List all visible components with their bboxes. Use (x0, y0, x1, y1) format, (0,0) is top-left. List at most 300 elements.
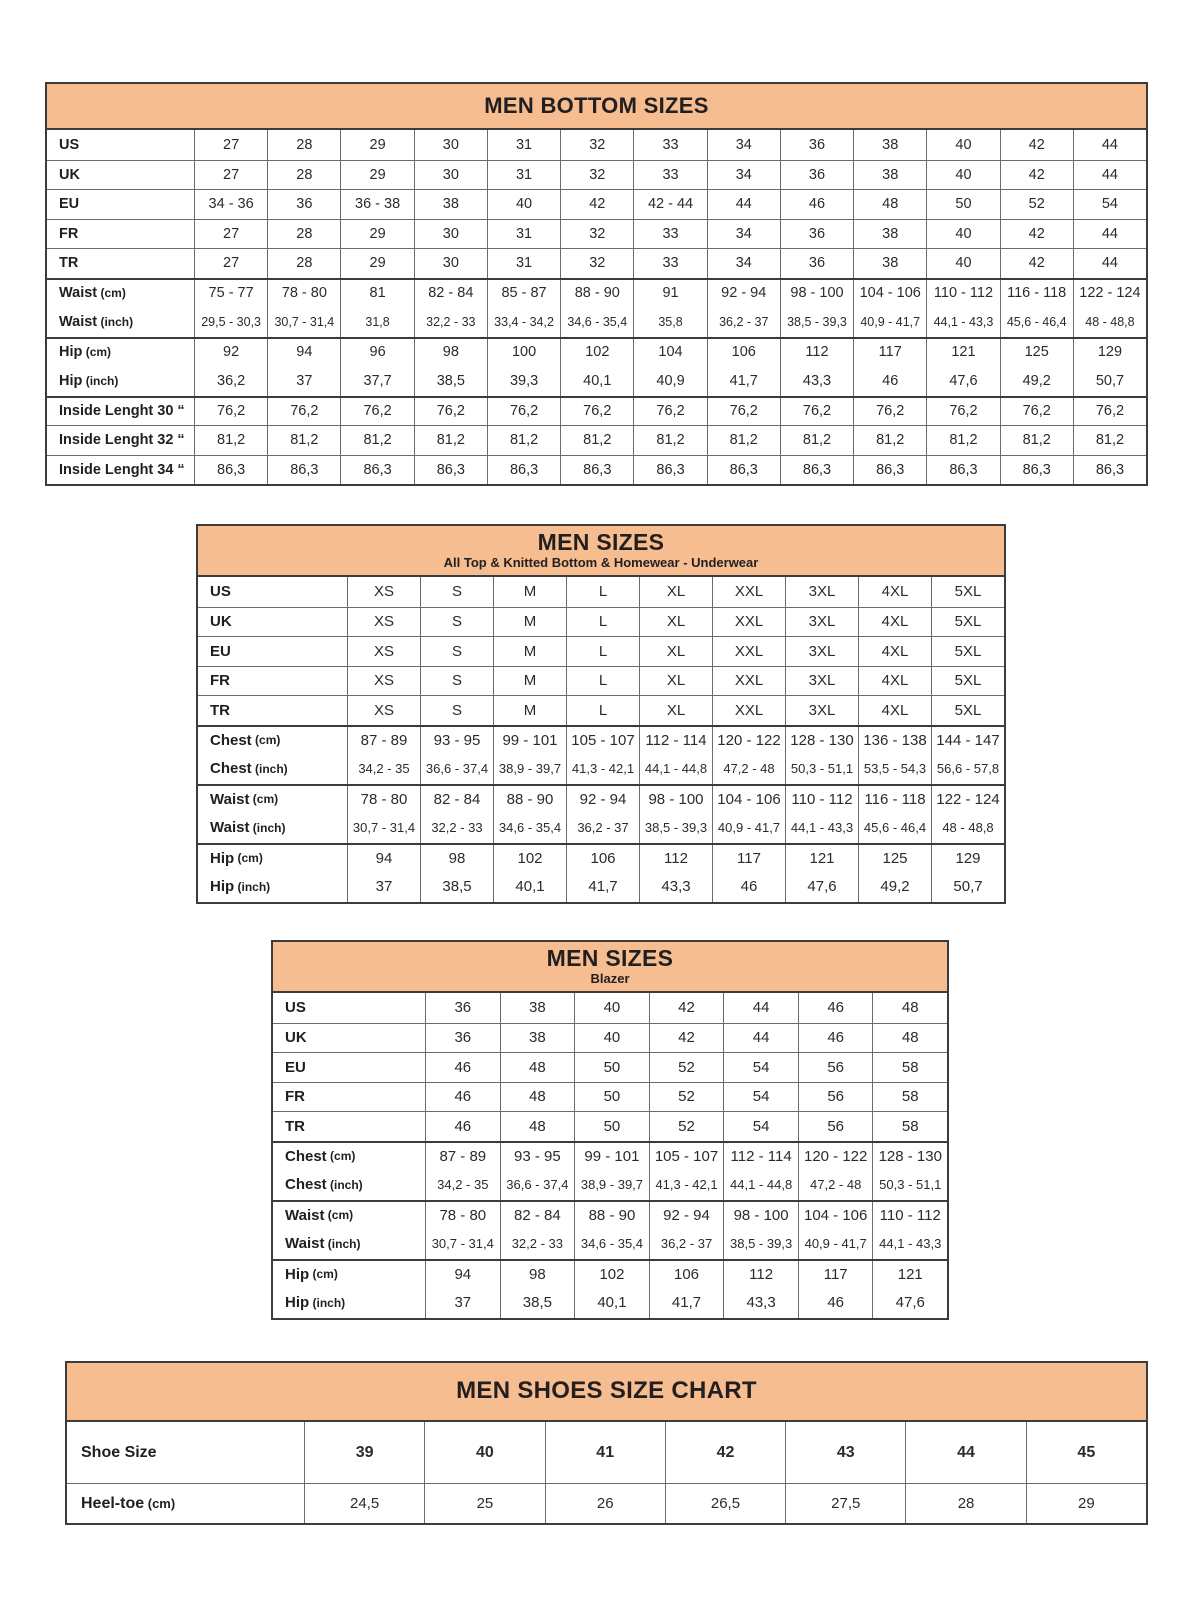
table-row (198, 695, 1004, 725)
value-cell: 112 (780, 339, 853, 367)
value-cell: 4XL (858, 696, 931, 725)
row-label-unit: (inch) (249, 820, 286, 835)
value-cell: 36 (780, 220, 853, 249)
value-cell: 44 (723, 1024, 798, 1053)
table-row (273, 1052, 947, 1082)
row-label-text: FR (285, 1088, 305, 1106)
value-cell: 76,2 (1000, 398, 1073, 426)
row-label-text: FR (59, 225, 79, 242)
row-label (198, 667, 347, 696)
value-cell: L (566, 667, 639, 696)
value-cell: 44 (905, 1422, 1025, 1483)
value-cell: 32 (560, 220, 633, 249)
table-row (47, 160, 1146, 190)
value-cell: 36,2 (194, 366, 267, 396)
value-cell: 30 (414, 161, 487, 190)
row-label-text: Inside Lenght 34 “ (59, 461, 185, 478)
value-cell: 76,2 (780, 398, 853, 426)
value-cell: 48 (872, 993, 947, 1023)
value-cell: 24,5 (304, 1484, 424, 1523)
value-cell: 40 (926, 130, 999, 160)
table-row (273, 1229, 947, 1259)
value-cell: L (566, 637, 639, 666)
value-cell: 3XL (785, 637, 858, 666)
value-cell: 98 (500, 1261, 575, 1289)
value-cell: 33,4 - 34,2 (487, 307, 560, 337)
value-cell: 42 (649, 993, 724, 1023)
value-cell: 58 (872, 1112, 947, 1141)
value-cell: 34,6 - 35,4 (560, 307, 633, 337)
value-cell: 32,2 - 33 (500, 1229, 575, 1259)
table-row (47, 396, 1146, 426)
row-label-text: EU (285, 1058, 306, 1076)
value-cell: 104 (633, 339, 706, 367)
value-cell: 52 (649, 1112, 724, 1141)
value-cell: 81,2 (780, 426, 853, 455)
value-cell: 36 (425, 993, 500, 1023)
table-row (198, 754, 1004, 784)
value-cell: 44 (1073, 220, 1146, 249)
value-cell: 29 (340, 130, 413, 160)
value-cell: 30,7 - 31,4 (425, 1229, 500, 1259)
value-cell: 46 (425, 1083, 500, 1112)
value-cell: 48 - 48,8 (931, 813, 1004, 843)
men-bottom-sizes-table (45, 82, 1148, 486)
value-cell: 27,5 (785, 1484, 905, 1523)
value-cell: 87 - 89 (425, 1143, 500, 1171)
row-label (273, 993, 425, 1023)
value-cell: XXL (712, 696, 785, 725)
value-cell: 54 (723, 1083, 798, 1112)
value-cell: 92 - 94 (707, 280, 780, 308)
value-cell: 36 (780, 130, 853, 160)
table-row (198, 813, 1004, 843)
table-row (273, 1111, 947, 1141)
value-cell: 34,6 - 35,4 (574, 1229, 649, 1259)
row-label-text: Chest (210, 760, 252, 778)
row-label-text: EU (210, 642, 231, 660)
value-cell: 38,9 - 39,7 (493, 754, 566, 784)
value-cell: 29 (340, 249, 413, 278)
value-cell: 42 - 44 (633, 190, 706, 219)
value-cell: 36,2 - 37 (566, 813, 639, 843)
value-cell: 76,2 (560, 398, 633, 426)
men-sizes-tops-header (198, 526, 1004, 577)
table-title: MEN SIZES (546, 945, 674, 972)
value-cell: 48 (500, 1053, 575, 1082)
value-cell: 43,3 (723, 1288, 798, 1318)
value-cell: 27 (194, 130, 267, 160)
value-cell: 42 (665, 1422, 785, 1483)
row-label-unit: (inch) (324, 1236, 361, 1251)
row-label (47, 249, 194, 278)
value-cell: M (493, 577, 566, 607)
value-cell: XL (639, 637, 712, 666)
value-cell: 88 - 90 (574, 1202, 649, 1230)
row-label-unit: (cm) (144, 1496, 176, 1511)
value-cell: 5XL (931, 667, 1004, 696)
value-cell: 44,1 - 43,3 (926, 307, 999, 337)
value-cell: 86,3 (1000, 456, 1073, 485)
value-cell: 50 (574, 1112, 649, 1141)
value-cell: 29,5 - 30,3 (194, 307, 267, 337)
value-cell: 93 - 95 (500, 1143, 575, 1171)
value-cell: 99 - 101 (493, 727, 566, 755)
value-cell: S (420, 696, 493, 725)
value-cell: 125 (858, 845, 931, 873)
value-cell: 50,7 (931, 872, 1004, 902)
value-cell: 47,6 (785, 872, 858, 902)
value-cell: S (420, 608, 493, 637)
row-label (198, 813, 347, 843)
value-cell: 52 (649, 1053, 724, 1082)
value-cell: 32 (560, 161, 633, 190)
value-cell: 28 (267, 161, 340, 190)
row-label (47, 307, 194, 337)
value-cell: 40,1 (574, 1288, 649, 1318)
value-cell: 32,2 - 33 (414, 307, 487, 337)
value-cell: XL (639, 696, 712, 725)
row-label-unit: (cm) (326, 1149, 356, 1164)
table-row (273, 993, 947, 1023)
value-cell: 38,5 (414, 366, 487, 396)
row-label (273, 1202, 425, 1230)
value-cell: 28 (267, 220, 340, 249)
value-cell: 78 - 80 (267, 280, 340, 308)
value-cell: 38,5 (500, 1288, 575, 1318)
value-cell: 38 (500, 1024, 575, 1053)
value-cell: 36,6 - 37,4 (500, 1170, 575, 1200)
value-cell: 41,3 - 42,1 (566, 754, 639, 784)
value-cell: 81,2 (267, 426, 340, 455)
value-cell: S (420, 577, 493, 607)
table-row (273, 1288, 947, 1318)
value-cell: 36,6 - 37,4 (420, 754, 493, 784)
table-row (273, 1200, 947, 1230)
value-cell: 42 (1000, 130, 1073, 160)
table-row (47, 366, 1146, 396)
value-cell: M (493, 696, 566, 725)
row-label-text: UK (59, 166, 80, 183)
value-cell: 46 (712, 872, 785, 902)
value-cell: 41 (545, 1422, 665, 1483)
value-cell: 112 (723, 1261, 798, 1289)
row-label (198, 608, 347, 637)
value-cell: 54 (1073, 190, 1146, 219)
value-cell: 35,8 (633, 307, 706, 337)
value-cell: 44,1 - 44,8 (639, 754, 712, 784)
value-cell: 3XL (785, 696, 858, 725)
row-label-unit: (cm) (324, 1208, 354, 1223)
row-label (273, 1229, 425, 1259)
row-label (198, 727, 347, 755)
value-cell: 85 - 87 (487, 280, 560, 308)
value-cell: 34 (707, 220, 780, 249)
value-cell: 34,2 - 35 (347, 754, 420, 784)
value-cell: L (566, 696, 639, 725)
value-cell: 38,5 - 39,3 (780, 307, 853, 337)
value-cell: 100 (487, 339, 560, 367)
value-cell: 110 - 112 (872, 1202, 947, 1230)
value-cell: 4XL (858, 577, 931, 607)
value-cell: 47,6 (926, 366, 999, 396)
value-cell: 78 - 80 (347, 786, 420, 814)
value-cell: 88 - 90 (560, 280, 633, 308)
value-cell: 38,5 - 39,3 (723, 1229, 798, 1259)
value-cell: 121 (872, 1261, 947, 1289)
row-label (273, 1170, 425, 1200)
value-cell: 29 (340, 220, 413, 249)
value-cell: XS (347, 696, 420, 725)
value-cell: 48 (500, 1083, 575, 1112)
value-cell: 94 (425, 1261, 500, 1289)
value-cell: 40,1 (493, 872, 566, 902)
value-cell: XS (347, 637, 420, 666)
value-cell: 36 (780, 249, 853, 278)
value-cell: 40 (926, 161, 999, 190)
table-row (47, 219, 1146, 249)
table-title: MEN BOTTOM SIZES (484, 92, 709, 118)
table-row (47, 307, 1146, 337)
value-cell: 42 (560, 190, 633, 219)
row-label-text: Shoe Size (81, 1443, 157, 1461)
value-cell: 40,1 (560, 366, 633, 396)
value-cell: 45,6 - 46,4 (1000, 307, 1073, 337)
value-cell: 50 (926, 190, 999, 219)
value-cell: 37 (425, 1288, 500, 1318)
value-cell: 48 - 48,8 (1073, 307, 1146, 337)
value-cell: 76,2 (633, 398, 706, 426)
value-cell: 116 - 118 (1000, 280, 1073, 308)
value-cell: 76,2 (487, 398, 560, 426)
value-cell: 4XL (858, 667, 931, 696)
value-cell: XXL (712, 637, 785, 666)
men-sizes-blazer-header (273, 942, 947, 993)
value-cell: 5XL (931, 577, 1004, 607)
value-cell: 81,2 (560, 426, 633, 455)
value-cell: 41,3 - 42,1 (649, 1170, 724, 1200)
value-cell: 44,1 - 44,8 (723, 1170, 798, 1200)
value-cell: 106 (649, 1261, 724, 1289)
row-label (47, 220, 194, 249)
row-label-text: US (285, 999, 306, 1017)
value-cell: 120 - 122 (798, 1143, 873, 1171)
row-label-text: Waist (285, 1206, 325, 1224)
value-cell: 58 (872, 1083, 947, 1112)
value-cell: S (420, 637, 493, 666)
value-cell: 86,3 (414, 456, 487, 485)
value-cell: 88 - 90 (493, 786, 566, 814)
value-cell: 33 (633, 220, 706, 249)
value-cell: 34 (707, 161, 780, 190)
value-cell: 98 (414, 339, 487, 367)
value-cell: 144 - 147 (931, 727, 1004, 755)
value-cell: 52 (649, 1083, 724, 1112)
value-cell: 53,5 - 54,3 (858, 754, 931, 784)
row-label-text: Hip (210, 878, 235, 896)
value-cell: 86,3 (340, 456, 413, 485)
value-cell: 36 (267, 190, 340, 219)
row-label-text: Chest (285, 1176, 327, 1194)
value-cell: 3XL (785, 608, 858, 637)
value-cell: 106 (707, 339, 780, 367)
value-cell: S (420, 667, 493, 696)
table-row (47, 248, 1146, 278)
value-cell: 39,3 (487, 366, 560, 396)
table-title: MEN SHOES SIZE CHART (456, 1377, 757, 1405)
value-cell: 110 - 112 (785, 786, 858, 814)
value-cell: 49,2 (1000, 366, 1073, 396)
value-cell: 81,2 (487, 426, 560, 455)
row-label-text: Waist (59, 285, 98, 302)
value-cell: 50 (574, 1053, 649, 1082)
table-row (198, 872, 1004, 902)
table-row (198, 725, 1004, 755)
value-cell: 26,5 (665, 1484, 785, 1523)
table-row (198, 843, 1004, 873)
value-cell: 36,2 - 37 (649, 1229, 724, 1259)
value-cell: 125 (1000, 339, 1073, 367)
value-cell: 38 (853, 130, 926, 160)
value-cell: 54 (723, 1112, 798, 1141)
value-cell: 29 (1026, 1484, 1146, 1523)
value-cell: 49,2 (858, 872, 931, 902)
value-cell: 30,7 - 31,4 (347, 813, 420, 843)
value-cell: 47,2 - 48 (798, 1170, 873, 1200)
value-cell: 86,3 (194, 456, 267, 485)
row-label (47, 456, 194, 485)
value-cell: 104 - 106 (853, 280, 926, 308)
table-row (273, 1259, 947, 1289)
value-cell: 117 (798, 1261, 873, 1289)
value-cell: 46 (425, 1053, 500, 1082)
value-cell: 31 (487, 161, 560, 190)
value-cell: 120 - 122 (712, 727, 785, 755)
row-label (273, 1083, 425, 1112)
value-cell: 81,2 (853, 426, 926, 455)
value-cell: 40,9 (633, 366, 706, 396)
value-cell: 81,2 (1073, 426, 1146, 455)
row-label-text: TR (210, 701, 230, 719)
value-cell: 37 (347, 872, 420, 902)
value-cell: 36 (425, 1024, 500, 1053)
value-cell: 30,7 - 31,4 (267, 307, 340, 337)
table-row (273, 1170, 947, 1200)
men-shoes-size-chart-header (67, 1363, 1146, 1422)
value-cell: 75 - 77 (194, 280, 267, 308)
value-cell: 44 (723, 993, 798, 1023)
row-label-text: Hip (59, 344, 83, 361)
value-cell: 32 (560, 249, 633, 278)
row-label (198, 754, 347, 784)
row-label-text: UK (210, 613, 232, 631)
value-cell: 105 - 107 (649, 1143, 724, 1171)
value-cell: 78 - 80 (425, 1202, 500, 1230)
row-label-unit: (cm) (251, 733, 281, 748)
value-cell: 121 (785, 845, 858, 873)
value-cell: 42 (649, 1024, 724, 1053)
row-label (198, 845, 347, 873)
table-row (47, 278, 1146, 308)
value-cell: 3XL (785, 577, 858, 607)
value-cell: 38 (414, 190, 487, 219)
value-cell: 98 - 100 (723, 1202, 798, 1230)
value-cell: 81,2 (633, 426, 706, 455)
value-cell: 42 (1000, 220, 1073, 249)
value-cell: 81,2 (926, 426, 999, 455)
value-cell: 36,2 - 37 (707, 307, 780, 337)
value-cell: 45 (1026, 1422, 1146, 1483)
value-cell: 36 - 38 (340, 190, 413, 219)
row-label (47, 190, 194, 219)
row-label-text: Inside Lenght 30 “ (59, 403, 185, 420)
row-label-unit: (cm) (249, 792, 279, 807)
value-cell: 48 (500, 1112, 575, 1141)
value-cell: 104 - 106 (712, 786, 785, 814)
value-cell: 82 - 84 (500, 1202, 575, 1230)
value-cell: 36 (780, 161, 853, 190)
table-row (67, 1422, 1146, 1483)
value-cell: 40 (926, 220, 999, 249)
value-cell: 44 (1073, 161, 1146, 190)
row-label (47, 130, 194, 160)
value-cell: 76,2 (926, 398, 999, 426)
value-cell: 50,3 - 51,1 (785, 754, 858, 784)
value-cell: 3XL (785, 667, 858, 696)
value-cell: 34 - 36 (194, 190, 267, 219)
value-cell: 117 (712, 845, 785, 873)
value-cell: 98 (420, 845, 493, 873)
value-cell: L (566, 577, 639, 607)
value-cell: 44,1 - 43,3 (785, 813, 858, 843)
row-label (47, 426, 194, 455)
row-label-unit: (inch) (326, 1177, 363, 1192)
value-cell: 38,5 (420, 872, 493, 902)
row-label-unit: (cm) (309, 1267, 338, 1282)
value-cell: 46 (798, 1288, 873, 1318)
value-cell: 45,6 - 46,4 (858, 813, 931, 843)
value-cell: XXL (712, 577, 785, 607)
value-cell: 40 (424, 1422, 544, 1483)
value-cell: 40,9 - 41,7 (853, 307, 926, 337)
row-label-text: Heel-toe (81, 1494, 145, 1512)
value-cell: 38 (853, 161, 926, 190)
row-label-text: Hip (285, 1294, 310, 1312)
row-label (273, 1053, 425, 1082)
value-cell: 31 (487, 130, 560, 160)
row-label (273, 1024, 425, 1053)
value-cell: 129 (1073, 339, 1146, 367)
men-bottom-sizes-header (47, 84, 1146, 130)
value-cell: 136 - 138 (858, 727, 931, 755)
value-cell: 34,2 - 35 (425, 1170, 500, 1200)
value-cell: 86,3 (707, 456, 780, 485)
value-cell: 128 - 130 (785, 727, 858, 755)
table-row (198, 607, 1004, 637)
value-cell: 104 - 106 (798, 1202, 873, 1230)
value-cell: 30 (414, 249, 487, 278)
row-label-text: Chest (285, 1147, 327, 1165)
row-label (273, 1261, 425, 1289)
row-label-text: Chest (210, 731, 252, 749)
value-cell: 76,2 (194, 398, 267, 426)
value-cell: XL (639, 577, 712, 607)
table-row (47, 130, 1146, 160)
row-label-text: Waist (210, 819, 250, 837)
row-label-text: US (210, 583, 231, 601)
value-cell: 4XL (858, 608, 931, 637)
value-cell: 34 (707, 249, 780, 278)
